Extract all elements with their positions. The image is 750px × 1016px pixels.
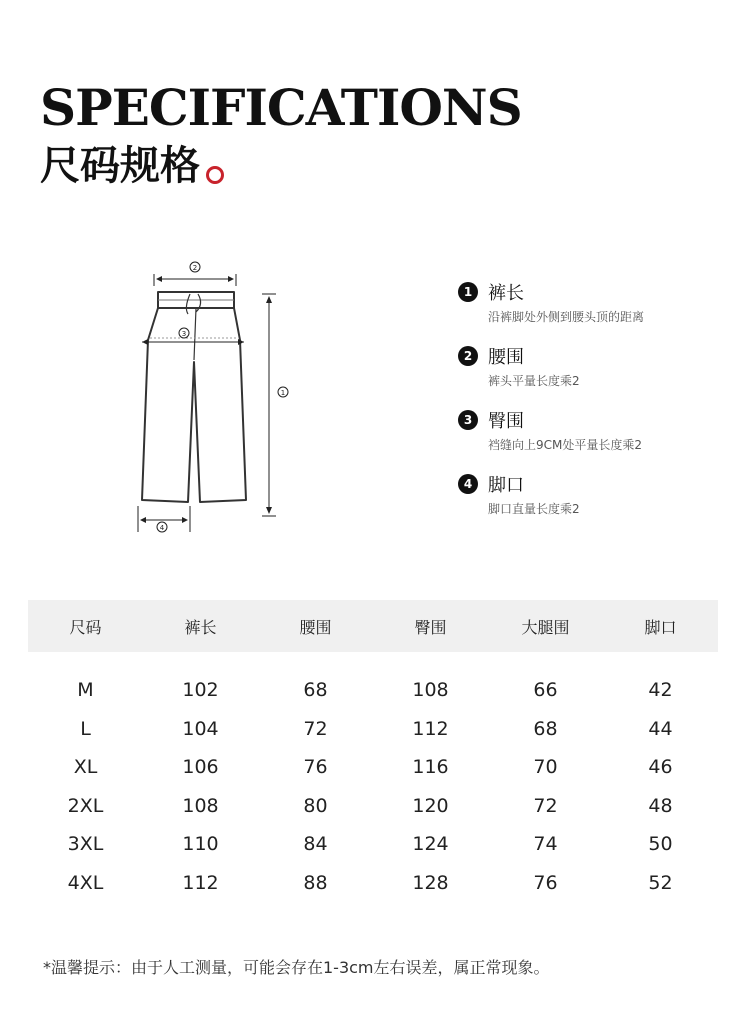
legend-title: 腰围 (488, 347, 524, 368)
pants-diagram (120, 250, 310, 540)
column-header-thigh: 大腿围 (521, 617, 570, 637)
table-cell: 72 (533, 794, 558, 817)
legend-item-leg-opening (458, 470, 644, 534)
size-table-body (28, 671, 718, 902)
marker-1: 1 (280, 389, 286, 397)
table-cell: 74 (533, 833, 558, 856)
table-cell: 120 (412, 794, 449, 817)
table-cell: 48 (648, 794, 673, 817)
table-cell: 68 (303, 679, 328, 702)
legend-description: 脚口直量长度乘2 (488, 502, 580, 516)
table-cell: 76 (533, 871, 558, 894)
column-header-leg-opening: 脚口 (644, 617, 677, 637)
table-cell: XL (73, 756, 98, 779)
table-cell: 72 (303, 717, 328, 740)
table-cell: 50 (648, 833, 673, 856)
page-title-zh-text: 尺码规格 (40, 143, 200, 189)
legend-number-badge: 4 (458, 474, 478, 494)
leg-opening-measure-line (138, 506, 190, 532)
table-cell: 124 (412, 833, 449, 856)
measurement-note: *温馨提示：由于人工测量，可能会存在1-3cm左右误差，属正常现象。 (43, 958, 550, 977)
column-header-waist: 腰围 (299, 617, 332, 637)
table-cell: 84 (303, 833, 328, 856)
measurement-legend (458, 278, 644, 534)
legend-number-badge: 1 (458, 282, 478, 302)
legend-item-waist (458, 342, 644, 406)
table-cell: L (80, 717, 91, 740)
table-cell: 76 (303, 756, 328, 779)
hip-measure-line (142, 328, 244, 345)
column-header-hip: 臀围 (414, 617, 447, 637)
table-cell: 112 (412, 717, 449, 740)
table-row (28, 864, 718, 903)
legend-item-hip (458, 406, 644, 470)
size-table-header (28, 600, 718, 652)
legend-description: 沿裤脚处外侧到腰头顶的距离 (488, 310, 645, 324)
table-row (28, 825, 718, 864)
table-cell: 88 (303, 871, 328, 894)
table-cell: 80 (303, 794, 328, 817)
table-row (28, 748, 718, 787)
legend-item-length (458, 278, 644, 342)
red-dot-icon (206, 166, 224, 184)
table-cell: 102 (182, 679, 219, 702)
legend-title: 脚口 (488, 475, 524, 496)
page-title-en: SPECIFICATIONS (40, 78, 522, 137)
table-cell: 104 (182, 717, 219, 740)
column-header-length: 裤长 (184, 617, 217, 637)
legend-description: 裆缝向上9CM处平量长度乘2 (488, 438, 643, 452)
page-title-zh (40, 140, 224, 192)
table-cell: 3XL (67, 833, 104, 856)
table-cell: 128 (412, 871, 449, 894)
table-cell: 110 (182, 833, 219, 856)
marker-3: 3 (181, 330, 187, 338)
table-cell: 42 (648, 679, 673, 702)
marker-2: 2 (192, 264, 198, 272)
length-measure-line (262, 294, 288, 516)
legend-number-badge: 3 (458, 410, 478, 430)
legend-title: 臀围 (488, 411, 524, 432)
column-header-size: 尺码 (69, 617, 102, 637)
table-cell: 108 (412, 679, 449, 702)
table-cell: 68 (533, 717, 558, 740)
table-cell: 44 (648, 717, 673, 740)
table-cell: 46 (648, 756, 673, 779)
table-cell: 106 (182, 756, 219, 779)
legend-number-badge: 2 (458, 346, 478, 366)
table-cell: 70 (533, 756, 558, 779)
pants-outline (142, 292, 246, 502)
table-cell: 112 (182, 871, 219, 894)
table-row (28, 671, 718, 710)
marker-4: 4 (159, 524, 165, 532)
waist-measure-line (154, 262, 236, 286)
legend-description: 裤头平量长度乘2 (488, 374, 580, 388)
table-cell: 2XL (67, 794, 104, 817)
table-cell: M (77, 679, 94, 702)
table-row (28, 710, 718, 749)
table-cell: 66 (533, 679, 558, 702)
table-row (28, 787, 718, 826)
table-cell: 4XL (67, 871, 104, 894)
table-cell: 52 (648, 871, 673, 894)
table-cell: 116 (412, 756, 449, 779)
legend-title: 裤长 (488, 283, 524, 304)
table-cell: 108 (182, 794, 219, 817)
